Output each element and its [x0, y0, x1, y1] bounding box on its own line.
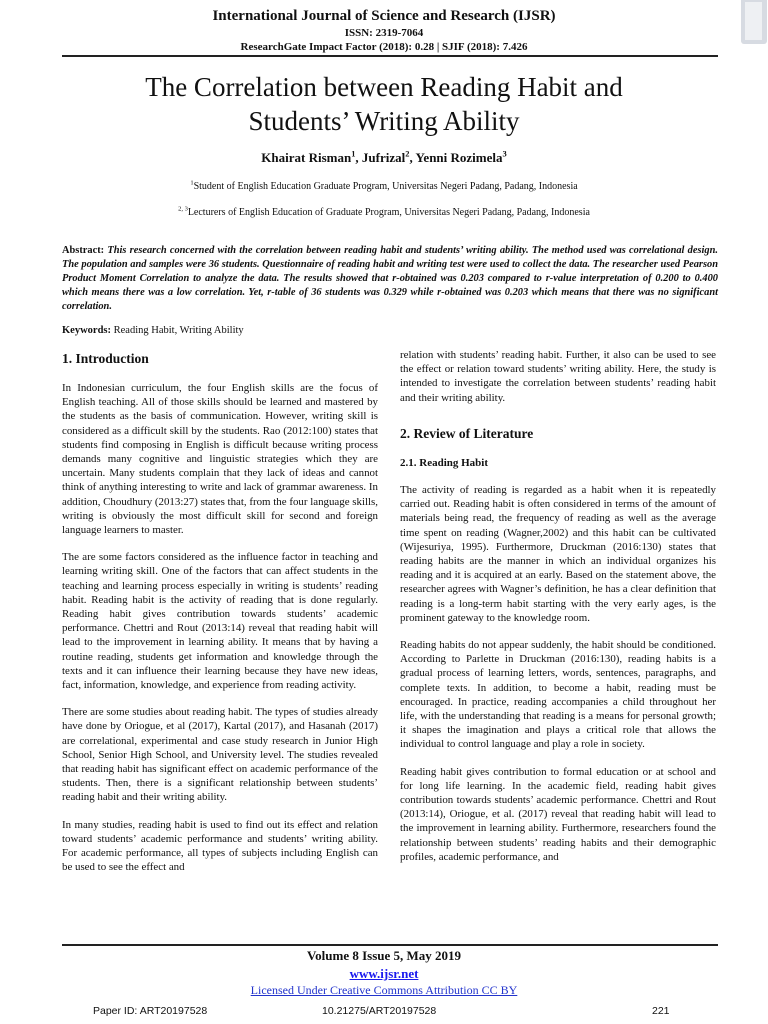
paper-title-line-2: Students’ Writing Ability [248, 106, 520, 136]
affiliation-text: Lecturers of English Education of Graduate Program, Universitas Negeri Padang, Padang, Indonesia [187, 207, 590, 218]
author-name: Jufrizal [361, 150, 406, 165]
affiliation-mark: 2, 3 [178, 205, 188, 213]
header-divider [62, 55, 718, 57]
journal-name: International Journal of Science and Research (IJSR) [212, 8, 556, 24]
keywords-label: Keywords: [62, 325, 111, 336]
paragraph: relation with students’ reading habit. Further, it also can be used to see the effect or relation toward students’ writing ability. Here, the study is intended to investigate the correlation between students’ reading habit and their writing ability. [400, 349, 716, 404]
section-heading-introduction: 1. Introduction [62, 351, 149, 366]
paper-title [0, 70, 768, 138]
left-column [62, 350, 378, 888]
page-number: 221 [652, 1005, 670, 1017]
author-affiliation-mark: 3 [502, 148, 507, 159]
doi: 10.21275/ART20197528 [322, 1005, 437, 1017]
paper-id: Paper ID: ART20197528 [93, 1005, 208, 1017]
paragraph: In Indonesian curriculum, the four English skills are the focus of English teaching. All of those skills should be learned and mastered by the students as the basis of communication. However, writing skill is considered as a difficult skill by the students. Rao (2012:100) states that students find composing in English is difficult because writing process demands many cognitive and linguistic strategies which they are uncertain. Many students complain that they lack of ideas and cannot think of anything interesting to write and lack of grammar awareness. In addition, Choudhury (2013:27) states that, from the four language skills, writing is obviously the most difficult skill for second and foreign language learners to master. [62, 382, 378, 537]
author-affiliation-mark: 2 [405, 148, 410, 159]
affiliation-text: Student of English Education Graduate Program, Universitas Negeri Padang, Padang, Indonesia [193, 181, 578, 192]
paragraph: There are some studies about reading habit. The types of studies already have done by Oriogue, et al (2017), Kartal (2017), and Hasanah (2017) are correlational, experimental and case study research in Junior High School, Senior High School, and University level. The studies revealed that reading habit has significant effect on academic performance of the students. Then, there is a significant relationship between students’ reading habit and their writing ability. [62, 706, 378, 804]
paragraph: Reading habit gives contribution to formal education or at school and for long life learning. In the academic field, reading habit gives contribution towards students’ academic performance. Chettri and Rout (2013:14), Oriogue, et al. (2017) reveal that reading habit will lead to the improvement in learning ability. Furthermore, researchers found the relationship between students’ reading habits and their demographic profiles, academic performance, and [400, 765, 716, 863]
journal-url-link[interactable]: www.ijsr.net [349, 966, 419, 981]
author-name: Yenni Rozimela [415, 150, 503, 165]
affiliation-2 [0, 207, 768, 218]
abstract-text: This research concerned with the correlation between reading habit and students’ writing ability. The method used was correlational design. The population and samples were 36 students. Questionnaire of reading habit and writing test were used to collect the data. The researcher used Pearson Product Moment Correlation to analyze the data. The results showed that r-obtained was 0.203 compared to r-value interpretation of 0.200 to 0.400 which means there was a low correlation. Yet, r-table of 36 students was 0.329 while r-obtained was 0.203 which means that there was no significant correlation. [62, 245, 718, 312]
affiliation-1 [0, 181, 768, 192]
abstract-label: Abstract: [62, 245, 105, 256]
volume-issue: Volume 8 Issue 5, May 2019 [306, 948, 462, 963]
section-heading-review: 2. Review of Literature [400, 425, 534, 441]
license-link[interactable]: Licensed Under Creative Commons Attribution CC BY [250, 983, 518, 997]
paragraph: The activity of reading is regarded as a habit when it is repeatedly carried out. Reading habit is often considered in terms of the amount of materials being read, the frequency of reading as well as the average time spent on reading (Wagner,2002) and this habit can be cultivated (Wijesuriya, 1995). Furthermore, Druckman (2016:130) states that reading habits are the manner in which an individual organizes his reading and it is acquired at an early. Based on the statement above, the researcher agrees with Wagner’s definition, he has a clear definition that reading is a long-term habit starting with the very early ages, is the prominent gateway to the knowledge room. [400, 484, 716, 624]
journal-impact-factor: ResearchGate Impact Factor (2018): 0.28 | SJIF (2018): 7.426 [240, 41, 528, 53]
abstract [62, 244, 718, 314]
subsection-heading-reading-habit: 2.1. Reading Habit [400, 456, 489, 469]
paragraph: In many studies, reading habit is used to find out its effect and relation toward students’ academic performance and students’ writing ability. For academic performance, all types of subjects including English can be used to see the effect and [62, 818, 378, 874]
right-column [400, 348, 716, 877]
affiliation-mark: 1 [190, 179, 194, 187]
author-name: Khairat Risman [261, 150, 352, 165]
paragraph: Reading habits do not appear suddenly, the habit should be conditioned. According to Parlette in Druckman (2016:130), reading habits is a gradual process of learning letters, words, sentences, paragraphs, and complete texts. In addition, to become a habit, reading must be encouraged. In practice, reading accompanies a child throughout her life, with the understanding that reading is a means for personal growth; it shapes the imagination and plays a critical role that allows the individual to control language and play a role in society. [400, 639, 716, 751]
paragraph: The are some factors considered as the influence factor in teaching and learning writing skill. One of the factors that can affect students in the teaching and learning process especially in writing is students’ reading habit. Reading habit is the activity of reading that is done regularly. Reading habit gives contribution towards students’ academic performance. Chettri and Rout (2013:14) reveal that reading habit will lead to the improvement in learning ability. It means that by having a routine reading, students get information and knowledge through the texts and it can influence their learning because they have new ideas, fact, information, knowledge, and experience from reading activity. [62, 551, 378, 692]
keywords [62, 325, 244, 336]
journal-issn: ISSN: 2319-7064 [344, 27, 424, 39]
keywords-text: Reading Habit, Writing Ability [113, 325, 244, 336]
paper-title-line-1: The Correlation between Reading Habit and [145, 72, 623, 102]
footer-divider [62, 944, 718, 946]
author-list: Khairat Risman$^1$, Jufrizal$^2$, Yenni Rozimela$^3$ [261, 148, 507, 165]
author-affiliation-mark: 1 [351, 148, 356, 159]
